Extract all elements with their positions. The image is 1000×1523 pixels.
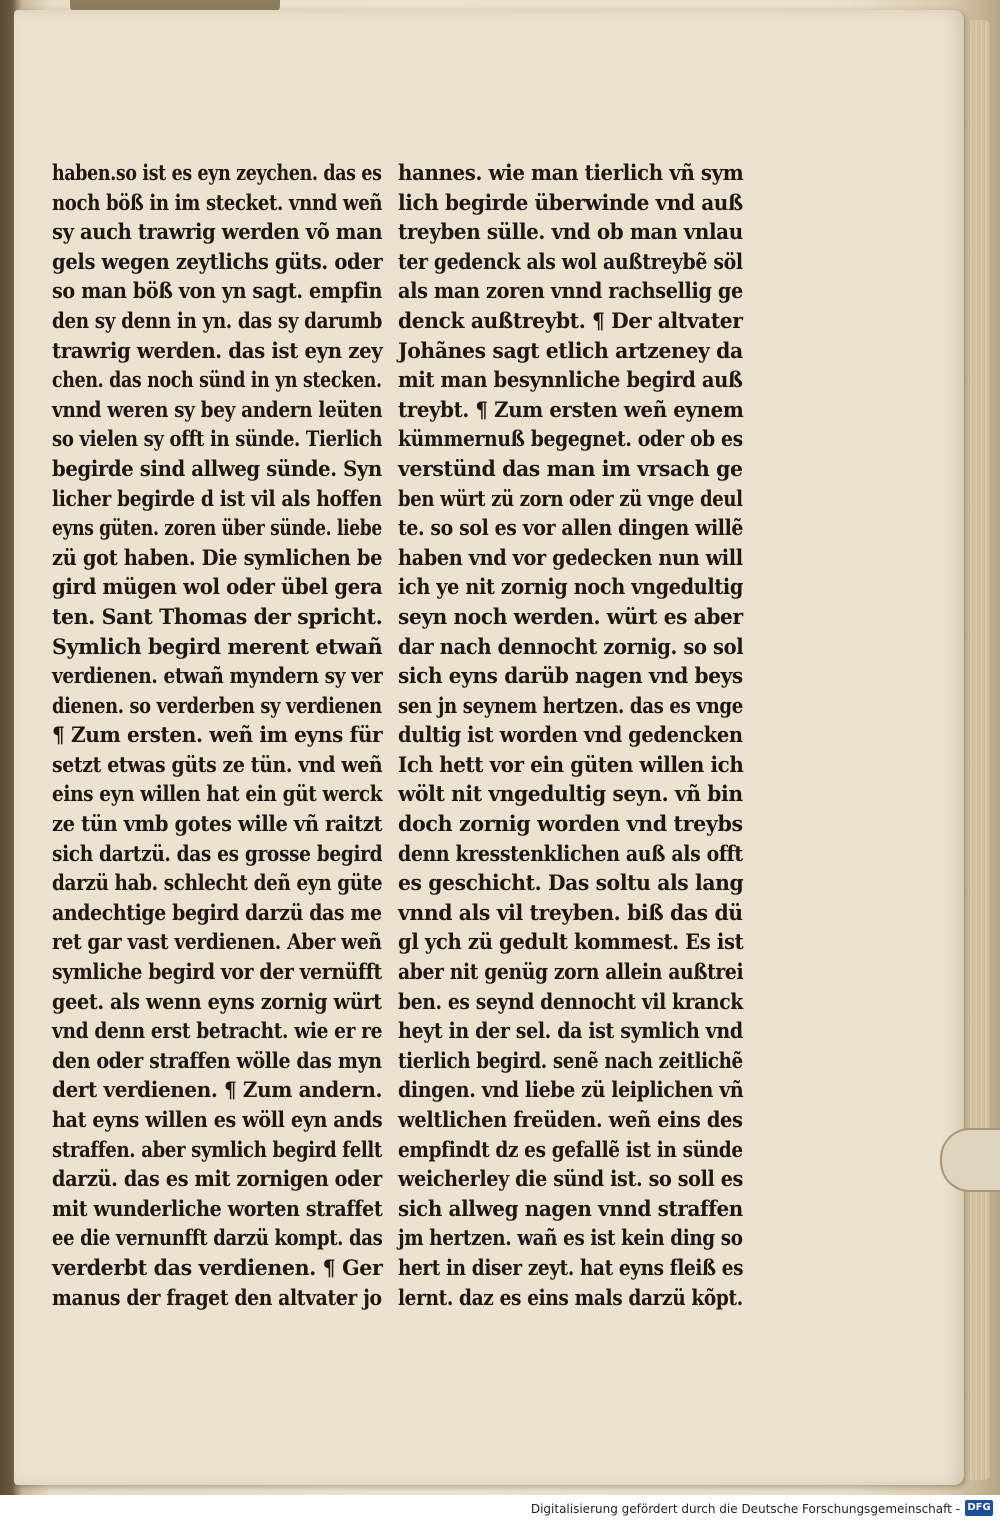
text-line: haben.so ist es eyn zeychen. das es bbox=[52, 160, 382, 185]
text-line: haben vnd vor gedecken nun will bbox=[398, 544, 743, 570]
page-tab-marker bbox=[940, 1128, 1000, 1192]
text-line: Ich hett vor ein güten willen ich bbox=[398, 751, 744, 777]
text-line: gird mügen wol oder übel gera bbox=[52, 574, 383, 600]
text-line: ter gedenck als wol außtreybẽ söl bbox=[398, 248, 743, 274]
text-line: weicherley die sünd ist. so soll es bbox=[398, 1166, 743, 1192]
text-line: chen. das noch sünd in yn stecken. bbox=[52, 367, 382, 393]
text-line: darzü. das es mit zornigen oder bbox=[52, 1166, 382, 1192]
text-line: ich ye nit zornig noch vngedultig bbox=[398, 574, 743, 600]
text-line: sich allweg nagen vnnd straffen bbox=[398, 1195, 743, 1221]
text-line: darzü hab. schlecht deñ eyn güte bbox=[52, 870, 383, 896]
text-line: geet. als wenn eyns zornig würt bbox=[52, 988, 382, 1014]
text-line: te. so sol es vor allen dingen willẽ bbox=[398, 515, 744, 541]
text-line: gl ych zü gedult kommest. Es ist bbox=[398, 929, 744, 955]
text-line: zü got haben. Die symlichen be bbox=[52, 544, 383, 570]
text-line: denck außtreybt. ¶ Der altvater bbox=[398, 307, 743, 333]
text-line: jm hertzen. wañ es ist kein ding so bbox=[398, 1225, 743, 1251]
text-line: setzt etwas güts ze tün. vnd weñ bbox=[52, 751, 383, 777]
text-line: verdienen. etwañ myndern sy ver bbox=[52, 663, 383, 689]
text-line: dultig ist worden vnd gedencken bbox=[398, 722, 743, 748]
text-line: den oder straffen wölle das myn bbox=[52, 1047, 382, 1073]
text-line: denn kresstenklichen auß als offt bbox=[398, 840, 743, 866]
text-line: treyben sülle. vnd ob man vnlau bbox=[398, 219, 743, 245]
text-line: treybt. ¶ Zum ersten weñ eynem bbox=[398, 396, 744, 422]
text-line: so vielen sy offt in sünde. Tierlich bbox=[52, 426, 383, 452]
text-line: tierlich begird. senẽ nach zeitlichẽ bbox=[398, 1047, 743, 1073]
dfg-logo: DFG bbox=[965, 1500, 993, 1516]
text-line: eins eyn willen hat ein güt werck bbox=[52, 781, 383, 807]
right-text-column bbox=[398, 158, 800, 1312]
text-line: Symlich begird merent etwañ bbox=[52, 633, 383, 659]
text-line: empfindt dz es gefallẽ ist in sünde bbox=[398, 1136, 743, 1162]
text-line: hannes. wie man tierlich vñ sym bbox=[398, 160, 744, 185]
text-line: sich dartzü. das es grosse begird bbox=[52, 840, 383, 866]
text-line: ben würt zü zorn oder zü vnge deul bbox=[398, 485, 743, 511]
left-text-column bbox=[52, 158, 458, 1312]
text-line: dert verdienen. ¶ Zum andern. bbox=[52, 1077, 383, 1103]
text-line: dingen. vnd liebe zü leiplichen vñ bbox=[398, 1077, 744, 1103]
text-line: so man böß von yn sagt. empfin bbox=[52, 278, 383, 304]
funding-credit: Digitalisierung gefördert durch die Deutsche Forschungsgemeinschaft - bbox=[530, 1502, 960, 1516]
text-line: verderbt das verdienen. ¶ Ger bbox=[52, 1254, 383, 1280]
text-line: vnnd weren sy bey andern leüten bbox=[52, 396, 383, 422]
text-line: manus der fraget den altvater jo bbox=[52, 1284, 382, 1310]
text-line: weltlichen freüden. weñ eins des bbox=[398, 1107, 743, 1132]
text-line: gels wegen zeytlichs güts. oder bbox=[52, 248, 383, 274]
text-line: dar nach dennocht zornig. so sol bbox=[398, 633, 744, 659]
text-line: ten. Sant Thomas der spricht. bbox=[52, 603, 383, 629]
text-line: straffen. aber symlich begird fellt bbox=[52, 1136, 382, 1162]
text-line: lernt. daz es eins mals darzü kõpt. bbox=[398, 1284, 743, 1310]
text-line: sich eyns darüb nagen vnd beys bbox=[398, 663, 743, 689]
text-line: Johãnes sagt etlich artzeney da bbox=[398, 337, 743, 363]
text-line: wölt nit vngedultig seyn. vñ bin bbox=[398, 781, 743, 807]
text-line: andechtige begird darzü das me bbox=[52, 899, 382, 925]
text-line: sen jn seynem hertzen. das es vnge bbox=[398, 692, 743, 718]
text-line: trawrig werden. das ist eyn zey bbox=[52, 337, 383, 363]
text-line: lich begirde überwinde vnd auß bbox=[398, 189, 743, 215]
text-line: hat eyns willen es wöll eyn ands bbox=[52, 1107, 383, 1132]
text-line: ret gar vast verdienen. Aber weñ bbox=[52, 929, 382, 955]
text-line: verstünd das man im vrsach ge bbox=[398, 455, 743, 481]
text-line: ee die vernunfft darzü kompt. das bbox=[52, 1225, 383, 1251]
text-line: aber nit genüg zorn allein außtrei bbox=[398, 959, 744, 985]
text-line: sy auch trawrig werden võ man bbox=[52, 219, 383, 245]
text-line: hert in diser zeyt. hat eyns fleiß es bbox=[398, 1254, 744, 1280]
text-line: dienen. so verderben sy verdienen bbox=[52, 692, 382, 718]
text-line: licher begirde d ist vil als hoffen bbox=[52, 485, 382, 511]
text-line: ben. es seynd dennocht vil kranck bbox=[398, 988, 743, 1014]
text-line: vnd denn erst betracht. wie er re bbox=[52, 1018, 383, 1044]
text-line: begirde sind allweg sünde. Syn bbox=[52, 455, 382, 481]
text-line: heyt in der sel. da ist symlich vnd bbox=[398, 1018, 743, 1044]
text-line: noch böß in im stecket. vnnd weñ bbox=[52, 189, 383, 215]
text-line: den sy denn in yn. das sy darumb bbox=[52, 307, 382, 333]
text-line: mit man besynnliche begird auß bbox=[398, 367, 743, 393]
text-line: doch zornig worden vnd treybs bbox=[398, 811, 743, 837]
text-line: ¶ Zum ersten. weñ im eyns für bbox=[52, 722, 383, 748]
text-line: ze tün vmb gotes wille vñ raitzt bbox=[52, 811, 383, 837]
text-line: symliche begird vor der vernüfft bbox=[52, 959, 382, 985]
text-line: kümmernuß begegnet. oder ob es bbox=[398, 426, 743, 452]
text-line: es geschicht. Das soltu als lang bbox=[398, 870, 744, 896]
text-line: mit wunderliche worten straffet bbox=[52, 1195, 383, 1221]
text-line: eyns güten. zoren über sünde. liebe bbox=[52, 515, 382, 541]
text-line: vnnd als vil treyben. biß das dü bbox=[398, 899, 743, 925]
text-line: als man zoren vnnd rachsellig ge bbox=[398, 278, 743, 304]
text-line: seyn noch werden. würt es aber bbox=[398, 603, 743, 629]
